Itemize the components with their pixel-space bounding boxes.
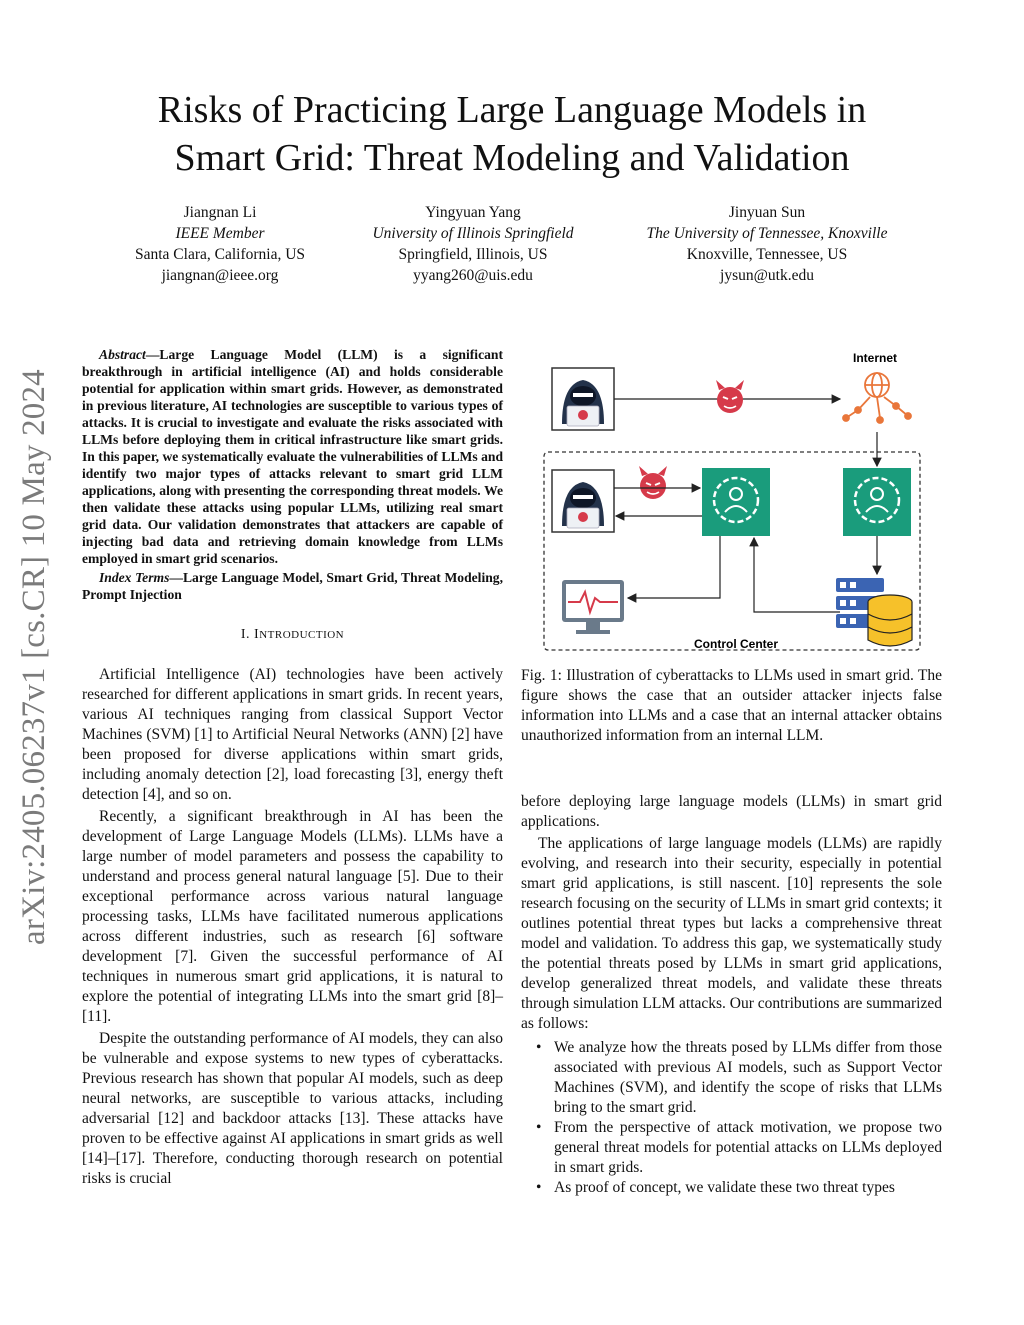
abstract — [82, 346, 503, 603]
title-line-2: Smart Grid: Threat Modeling and Validation — [174, 137, 850, 179]
external-attacker-icon — [552, 368, 614, 430]
index-terms-text: —Large Language Model, Smart Grid, Threat Modeling, Prompt Injection — [82, 570, 503, 602]
title-line-1: Risks of Practicing Large Language Models in — [157, 89, 867, 131]
author-block-3 — [607, 202, 927, 286]
author-name: Yingyuan Yang — [425, 204, 521, 221]
section-heading-introduction: I. INTRODUCTION — [240, 627, 345, 642]
list-item: • We analyze how the threats posed by LLMs differ from those associated with previous AI models, such as Support Vector Machines (SVM), and identify the scope of risks that LLMs bring to the smart grid. — [521, 1038, 942, 1118]
database-server-icon — [836, 578, 912, 646]
author-email: jysun@utk.edu — [720, 267, 814, 284]
left-column — [82, 346, 503, 1189]
list-item: • From the perspective of attack motivation, we propose two general threat models for potential attacks on LLMs deployed in smart grids. — [521, 1118, 942, 1178]
right-column — [521, 792, 942, 1198]
devil-icon — [716, 380, 744, 413]
body-paragraph: before deploying large language models (LLMs) in smart grid applications. — [521, 793, 942, 830]
arxiv-side-stamp: arXiv:2405.06237v1 [cs.CR] 10 May 2024 — [16, 369, 52, 945]
monitor-icon — [562, 580, 624, 634]
internet-network-icon — [843, 373, 911, 423]
author-name: Jiangnan Li — [183, 204, 257, 221]
author-name: Jinyuan Sun — [728, 204, 806, 221]
body-paragraph: Recently, a significant breakthrough in AI has been the development of Large Language Models (LLMs). LLMs have a large number of model parameters and possess the capability to understand and process general natural language [5]. Due to their exceptional performance across various natural language processing tasks, LLMs have facilitated numerous applications across different industries, such as research [6] software development [7]. Given the successful performance of AI techniques in numerous smart grid applications, it is natural to explore the potential of integrating LLMs into the smart grid [8]–[11]. — [82, 808, 503, 1025]
internet-label: Internet — [852, 351, 898, 365]
author-block-2 — [333, 202, 613, 286]
author-email: jiangnan@ieee.org — [161, 267, 279, 284]
figure-1-diagram — [540, 340, 930, 660]
author-affiliation: University of Illinois Springfield — [372, 225, 574, 242]
index-terms-label: Index Terms — [99, 570, 170, 585]
paper-title — [0, 86, 1024, 182]
internal-llm-icon — [702, 468, 770, 536]
body-paragraph: The applications of large language models (LLMs) are rapidly evolving, and research into their security, especially in potential smart grid applications, is still nascent. [10] represents the sole research focusing on the security of LLMs in smart grid contexts; it outlines potential threat types but lacks a comprehensive threat model and validation. To address this gap, we systematically study the potential threats posed by LLMs in smart grid applications, develop generalized threat models, and validate these threats through simulation LLM attacks. Our contributions are summarized as follows: — [521, 835, 942, 1032]
devil-icon — [639, 466, 667, 499]
author-affiliation: The University of Tennessee, Knoxville — [646, 225, 888, 242]
list-item: • As proof of concept, we validate these two threat types — [521, 1178, 942, 1198]
figure-1-caption: Fig. 1: Illustration of cyberattacks to LLMs used in smart grid. The figure shows the case that an outsider attacker injects false information into LLMs and a case that an internal attacker obtains unauthorized information from an internal LLM. — [521, 667, 942, 744]
abstract-label: Abstract — [99, 347, 146, 362]
author-location: Knoxville, Tennessee, US — [686, 246, 848, 263]
author-location: Santa Clara, California, US — [134, 246, 306, 263]
author-affiliation: IEEE Member — [175, 225, 265, 242]
author-location: Springfield, Illinois, US — [398, 246, 548, 263]
body-paragraph: Artificial Intelligence (AI) technologies have been actively researched for different applications in smart grids. In recent years, various AI techniques ranging from classical Support Vector Machines (SVM) [1] to Artificial Neural Networks (ANN) [2] have been proposed for diverse applications within smart grids, including anomaly detection [2], load forecasting [3], energy theft detection [4], and so on. — [82, 666, 503, 803]
author-email: yyang260@uis.edu — [413, 267, 533, 284]
author-block-1 — [80, 202, 360, 286]
abstract-text: —Large Language Model (LLM) is a significant breakthrough in artificial intelligence (AI) and holds considerable potential for application within smart grids. However, as demonstrated in previous literature, AI technologies are susceptible to various types of attacks. It is crucial to investigate and evaluate the risks associated with LLMs before deploying them in critical infrastructure like smart grids. In this paper, we systematically evaluate the vulnerabilities of LLMs and identify two major types of attacks relevant to smart grid LLM applications, along with presenting the corresponding threat models. We then validate these attacks using popular LLMs, utilizing real smart grid data. Our validation demonstrates that attackers are capable of injecting bad data and retrieving domain knowledge from LLMs employed in smart grid scenarios. — [82, 347, 503, 566]
contributions-list — [521, 1038, 942, 1198]
body-paragraph: Despite the outstanding performance of AI models, they can also be vulnerable and expose systems to new types of cyberattacks. Previous research has shown that popular AI models, such as deep neural networks, are susceptible to various attacks, including adversarial [12] and backdoor attacks [13]. These attacks have proven to be effective against AI applications in smart grids as well [14]–[17]. Therefore, conducting thorough research on potential risks is crucial — [82, 1030, 503, 1187]
control-center-label: Control Center — [694, 637, 778, 651]
internal-attacker-icon — [552, 470, 614, 532]
grid-llm-icon — [843, 468, 911, 536]
